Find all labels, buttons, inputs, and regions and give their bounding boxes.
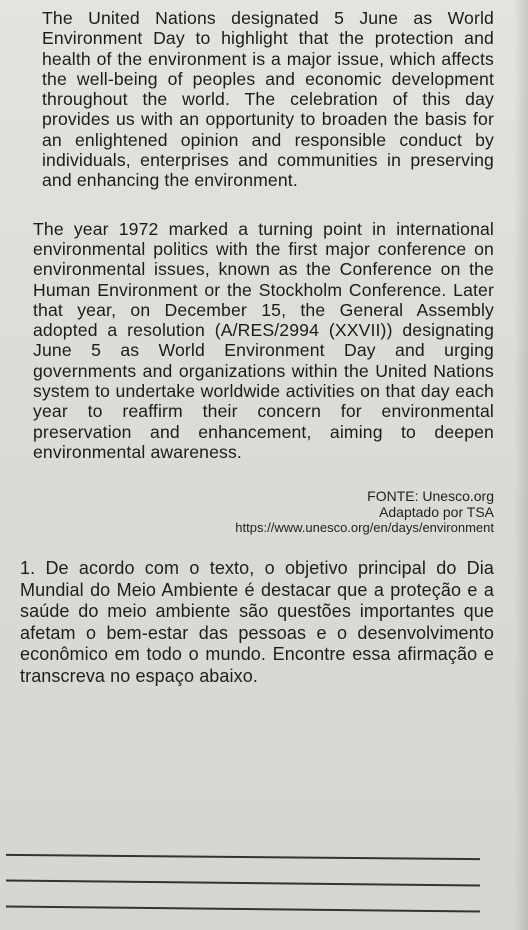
question-1: 1. De acordo com o texto, o objetivo principal do Dia Mundial do Meio Ambiente é destacar que a proteção e a saúde do meio ambiente são questões importantes que afetam o bem-estar das pessoas e o desenvolvimento econômico em todo o mundo. Encontre essa afirmação e transcreva no espaço abaixo.: [20, 558, 494, 686]
answer-line-2[interactable]: [6, 880, 480, 886]
source-url: https://www.unesco.org/en/days/environment: [235, 520, 494, 536]
source-citation: [20, 488, 494, 536]
source-adaptado: Adaptado por TSA: [379, 504, 494, 521]
paragraph-history-1972: The year 1972 marked a turning point in international environmental politics with the first major conference on environmental issues, known as the Conference on the Human Environment or the Stockholm Conference. Later that year, on December 15, the General Assembly adopted a resolution (A/RES/2994 (XXVII)) designating June 5 as World Environment Day and urging governments and organizations within the United Nations system to undertake worldwide activities on that day each year to reaffirm their concern for environmental preservation and enhancement, aiming to deepen environmental awareness.: [33, 218, 494, 462]
paragraph-world-environment-day: The United Nations designated 5 June as World Environment Day to highlight that the protection and health of the environment is a major issue, which affects the well-being of peoples and economic development throughout the world. The celebration of this day provides us with an opportunity to broaden the basis for an enlightened opinion and responsible conduct by individuals, enterprises and communities in preserving and enhancing the environment.: [42, 8, 494, 191]
document-content: [20, 8, 494, 687]
page-edge-shadow: [514, 0, 528, 930]
source-fonte: FONTE: Unesco.org: [367, 488, 494, 505]
answer-line-1[interactable]: [6, 854, 480, 860]
answer-line-3[interactable]: [6, 906, 480, 912]
